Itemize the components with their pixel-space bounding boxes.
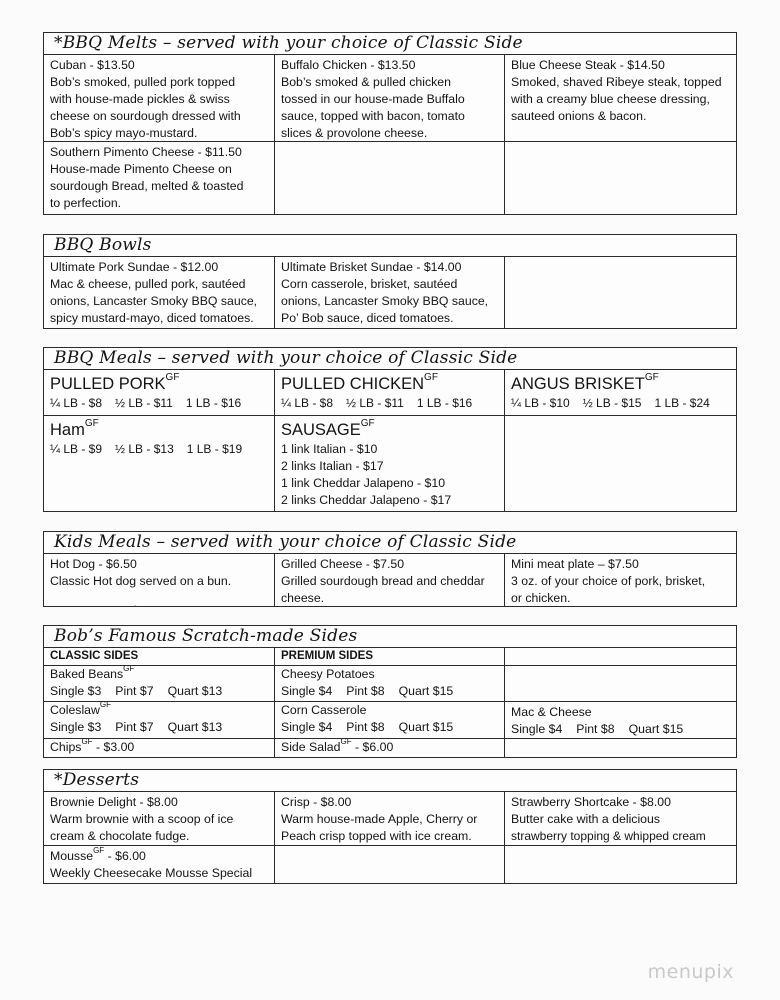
section-kids-meals: [43, 531, 737, 607]
item-name: Baked Beans$^{GF}$: [50, 666, 135, 681]
item-desc-line: Weekly Cheesecake Mousse Special: [50, 866, 253, 880]
item-desc-line: spicy mustard-mayo, diced tomatoes.: [50, 311, 254, 325]
section-title: Bob’s Famous Scratch-made Sides: [44, 626, 736, 648]
menu-row: [44, 554, 736, 607]
menu-row: [44, 370, 736, 416]
item-desc-line: sauce, topped with bacon, tomato: [281, 109, 465, 123]
menu-item-angus-brisket: [505, 370, 734, 415]
item-name: Brownie Delight - $8.00: [50, 795, 178, 809]
section-title: Kids Meals – served with your choice of Classic Side: [44, 532, 736, 554]
item-name: Crisp - $8.00: [281, 795, 352, 809]
item-name: Blue Cheese Steak - $14.50: [511, 58, 665, 72]
item-desc-line: Warm house-made Apple, Cherry or: [281, 812, 478, 826]
item-name: Grilled Cheese - $7.50: [281, 557, 405, 571]
item-desc-line: or chicken.: [511, 591, 571, 605]
menu-row: [44, 142, 736, 215]
item-desc-line: Warm brownie with a scoop of ice: [50, 812, 234, 826]
empty-cell: [505, 257, 734, 328]
item-desc-line: onions, Lancaster Smoky BBQ sauce,: [50, 294, 258, 308]
item-desc-line: cream & chocolate fudge.: [50, 829, 190, 843]
gluten-free-mark: GF: [644, 372, 659, 383]
gluten-free-mark: GF: [165, 372, 180, 383]
menu-row: [44, 846, 736, 884]
side-salad: [275, 739, 505, 757]
item-desc-line: Bob’s smoked & pulled chicken: [281, 75, 451, 89]
item-name: Side Salad$^{GF}$ - $6.00: [281, 739, 394, 754]
watermark: menupix: [647, 961, 734, 983]
side-baked-beans: [44, 666, 275, 701]
empty-cell: [275, 846, 505, 883]
item-desc-line: slices & provolone cheese.: [281, 126, 428, 140]
menu-item-blue-cheese-steak: [505, 55, 734, 141]
item-name: Mousse$^{GF}$ - $6.00: [50, 846, 146, 863]
item-name: PULLED $PORK^{GF}$: [50, 372, 180, 393]
item-name: Ham$^{GF}$: [50, 418, 99, 439]
item-desc-line: Corn casserole, brisket, sautéed: [281, 277, 458, 291]
empty-cell: [275, 142, 505, 214]
gluten-free-mark: GF: [81, 739, 93, 746]
empty-cell: [505, 416, 734, 511]
menu-item-ultimate-brisket-sundae: [275, 257, 505, 328]
item-name: Strawberry Shortcake - $8.00: [511, 795, 671, 809]
item-name: Ultimate Brisket Sundae - $14.00: [281, 260, 462, 274]
item-name: Chips$^{GF}$ - $3.00: [50, 739, 135, 754]
section-title: BBQ Meals – served with your choice of Classic Side: [44, 348, 736, 370]
gluten-free-mark: GF: [99, 702, 111, 709]
item-prices: Single $4 Pint $8 Quart $15: [281, 684, 454, 698]
section-sides: [43, 625, 737, 758]
section-bbq-meals: [43, 347, 737, 512]
section-desserts: [43, 769, 737, 884]
menu-item-ultimate-pork-sundae: [44, 257, 275, 328]
item-desc-line: with a creamy blue cheese dressing,: [511, 92, 710, 106]
menu-item-grilled-cheese: [275, 554, 505, 606]
menu-row: [44, 702, 736, 739]
item-option: 2 links Cheddar Jalapeno - $17: [281, 493, 452, 507]
menu-item-cuban: [44, 55, 275, 141]
item-desc-line: sourdough Bread, melted & toasted: [50, 179, 244, 193]
premium-sides-header: PREMIUM SIDES: [275, 648, 505, 665]
gluten-free-mark: GF: [123, 666, 135, 673]
item-name: Southern Pimento Cheese - $11.50: [50, 145, 242, 159]
menu-row: [44, 792, 736, 846]
menu-row: [44, 739, 736, 758]
item-name: Corn Casserole: [281, 703, 367, 717]
section-title: *Desserts: [44, 770, 736, 792]
item-desc-line: cheese.: [281, 591, 325, 605]
item-option: 1 link Cheddar Jalapeno - $10: [281, 476, 446, 490]
section-title: BBQ Bowls: [44, 235, 736, 257]
gluten-free-mark: GF: [84, 418, 99, 429]
item-prices: Single $4 Pint $8 Quart $15: [511, 722, 684, 736]
item-desc-line: tossed in our house-made Buffalo: [281, 92, 465, 106]
item-sizes: ¼ LB - $8 ½ LB - $11 1 LB - $16: [50, 396, 242, 410]
dessert-mousse: [44, 846, 275, 883]
section-bbq-bowls: [43, 234, 737, 329]
item-desc-line: Butter cake with a delicious: [511, 812, 661, 826]
gluten-free-mark: GF: [360, 418, 375, 429]
item-name: PULLED $CHICKEN^{GF}$: [281, 372, 438, 393]
item-name: $SAUSAGE^{GF}$: [281, 418, 375, 439]
dessert-crisp: [275, 792, 505, 845]
item-name: Hot Dog - $6.50: [50, 557, 137, 571]
item-desc-line: Grilled sourdough bread and cheddar: [281, 574, 485, 588]
side-coleslaw: [44, 702, 275, 738]
item-sizes: ¼ LB - $8 ½ LB - $11 1 LB - $16: [281, 396, 473, 410]
item-desc-line: 3 oz. of your choice of pork, brisket,: [511, 574, 706, 588]
section-title: *BBQ Melts – served with your choice of Classic Side: [44, 33, 736, 55]
gluten-free-mark: GF: [93, 846, 105, 855]
item-desc-line: Po’ Bob sauce, diced tomatoes.: [281, 311, 454, 325]
item-option: 2 links Italian - $17: [281, 459, 384, 473]
item-desc-line: Peach crisp topped with ice cream.: [281, 829, 472, 843]
item-name: Cuban - $13.50: [50, 58, 135, 72]
item-desc-line: Classic Hot dog served on a bun.: [50, 574, 232, 588]
section-bbq-melts: [43, 32, 737, 215]
side-chips: [44, 739, 275, 757]
item-desc-line: cheese on sourdough dressed with: [50, 109, 241, 123]
item-name: Coleslaw$^{GF}$: [50, 702, 111, 717]
item-name: Cheesy Potatoes: [281, 667, 375, 681]
menu-row: [44, 666, 736, 702]
item-desc-line: Bob’s smoked, pulled pork topped: [50, 75, 236, 89]
menu-row: [44, 55, 736, 142]
stray-mark: `: [134, 605, 138, 616]
gluten-free-mark: GF: [340, 739, 352, 746]
dessert-brownie-delight: [44, 792, 275, 845]
item-desc-line: onions, Lancaster Smoky BBQ sauce,: [281, 294, 489, 308]
menu-item-mini-meat-plate: [505, 554, 734, 606]
menu-item-buffalo-chicken: [275, 55, 505, 141]
empty-cell: [505, 739, 734, 757]
item-desc-line: to perfection.: [50, 196, 122, 210]
menu-item-pulled-pork: [44, 370, 275, 415]
menu-item-hot-dog: [44, 554, 275, 606]
item-desc-line: Bob’s spicy mayo-mustard.: [50, 126, 198, 140]
item-desc-line: Mac & cheese, pulled pork, sautéed: [50, 277, 246, 291]
dessert-strawberry-shortcake: [505, 792, 734, 845]
sides-header-row: [44, 648, 736, 666]
item-desc-line: strawberry topping & whipped cream: [511, 829, 706, 843]
item-prices: Single $3 Pint $7 Quart $13: [50, 684, 223, 698]
menu-item-southern-pimento-cheese: [44, 142, 275, 214]
item-sizes: ¼ LB - $10 ½ LB - $15 1 LB - $24: [511, 396, 710, 410]
item-name: Ultimate Pork Sundae - $12.00: [50, 260, 219, 274]
item-prices: Single $3 Pint $7 Quart $13: [50, 720, 223, 734]
menu-item-pulled-chicken: [275, 370, 505, 415]
side-cheesy-potatoes: [275, 666, 505, 701]
item-name: Mini meat plate – $7.50: [511, 557, 639, 571]
item-prices: Single $4 Pint $8 Quart $15: [281, 720, 454, 734]
item-name: Buffalo Chicken - $13.50: [281, 58, 416, 72]
item-option: 1 link Italian - $10: [281, 442, 378, 456]
item-desc-line: sauteed onions & bacon.: [511, 109, 647, 123]
item-desc-line: House-made Pimento Cheese on: [50, 162, 232, 176]
item-sizes: ¼ LB - $9 ½ LB - $13 1 LB - $19: [50, 442, 243, 456]
side-mac-and-cheese: [505, 702, 734, 738]
item-desc-line: with house-made pickles & swiss: [50, 92, 230, 106]
menu-item-sausage: [275, 416, 505, 511]
classic-sides-header: CLASSIC SIDES: [44, 648, 275, 665]
empty-cell: [505, 666, 734, 701]
item-name: ANGUS $BRISKET^{GF}$: [511, 372, 659, 393]
menu-row: [44, 257, 736, 329]
empty-cell: [505, 142, 734, 214]
item-name: Mac & Cheese: [511, 705, 592, 719]
empty-cell: [505, 846, 734, 883]
gluten-free-mark: GF: [424, 372, 438, 383]
menu-row: [44, 416, 736, 512]
item-desc-line: Smoked, shaved Ribeye steak, topped: [511, 75, 722, 89]
side-corn-casserole: [275, 702, 505, 738]
menu-item-ham: [44, 416, 275, 511]
empty-cell: [505, 648, 734, 665]
